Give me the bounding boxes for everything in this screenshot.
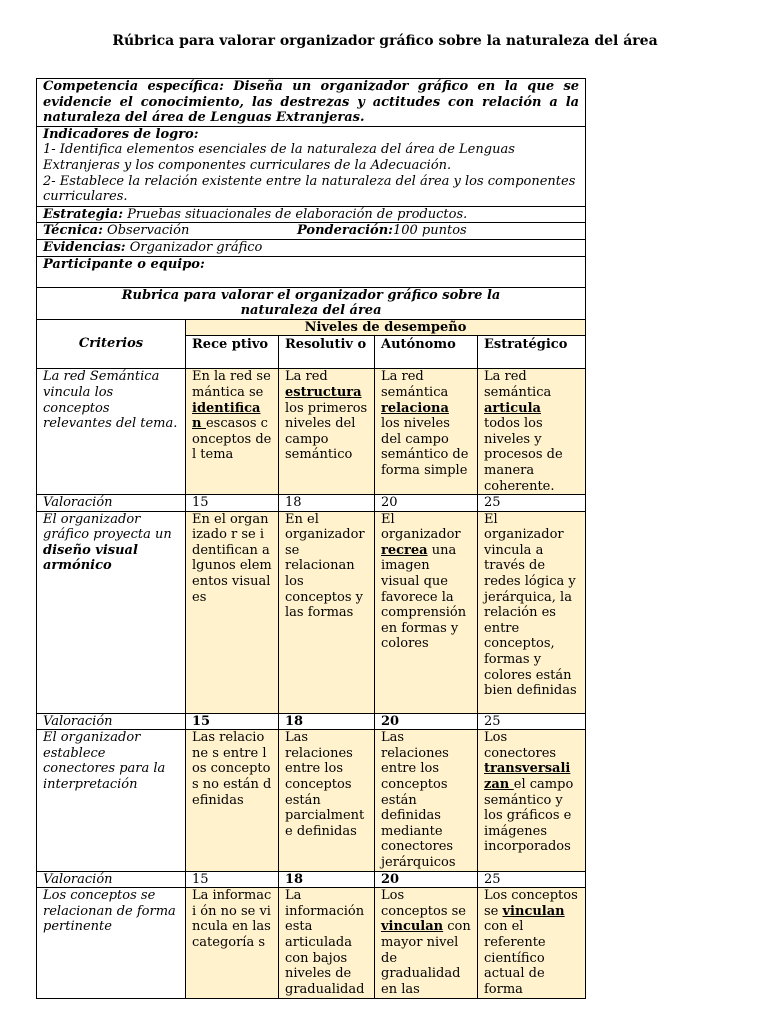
descriptor-cell: La red semántica relaciona los niveles del campo semántico de forma simple: [375, 369, 478, 495]
participante-label: Participante o equipo:: [43, 256, 205, 272]
valoracion-row: [37, 871, 586, 888]
tecnica-cell: [37, 223, 586, 240]
criterion-row: [37, 511, 586, 713]
descriptor-cell: En el organizado r se identifican algunos elementos visuales: [186, 511, 279, 713]
descriptor-cell: El organizador recrea una imagen visual que favorece la comprensión en formas y colores: [375, 511, 478, 713]
score-value: 18: [279, 495, 375, 512]
descriptor-cell: La información esta articulada con bajos niveles de gradualidad: [279, 888, 375, 999]
descriptor-cell: En el organizador se relacionan los conceptos y las formas: [279, 511, 375, 713]
level-estrategico: Estratégico: [478, 336, 586, 369]
descriptor-cell: Los conceptos se vinculan con el referente científico actual de forma: [478, 888, 586, 999]
score-value: 25: [478, 713, 586, 730]
valoracion-label: Valoración: [37, 871, 186, 888]
indicador-1: 1- Identifica elementos esenciales de la naturaleza del área de Lenguas Extranjeras y los componentes curriculares de la Adecuación.: [43, 142, 515, 173]
descriptor-cell: Las relaciones entre los conceptos están parcialment e definidas: [279, 730, 375, 871]
criterios-header: Criterios: [37, 319, 186, 369]
niveles-header: Niveles de desempeño: [186, 319, 586, 336]
descriptor-cell: El organizador vincula a través de redes lógica y jerárquica, la relación es entre conceptos, formas y colores están bien definidas: [478, 511, 586, 713]
evidencias-row: [37, 239, 586, 256]
descriptor-cell: La red estructura los primeros niveles del campo semántico: [279, 369, 375, 495]
estrategia-row: [37, 206, 586, 223]
competencia-cell: [37, 79, 586, 127]
level-receptivo: Rece ptivo: [186, 336, 279, 369]
competencia-row: [37, 79, 586, 127]
score-value: 15: [186, 713, 279, 730]
descriptor-cell: Las relaciones entre los conceptos están definidas mediante conectores jerárquicos: [375, 730, 478, 871]
evidencias-label: Evidencias:: [43, 239, 126, 255]
score-value: 20: [375, 495, 478, 512]
competencia-label: Competencia específica:: [43, 79, 224, 94]
participante-cell: [37, 256, 586, 287]
criterion-row: [37, 730, 586, 871]
rubric-subtitle-row: [37, 287, 586, 319]
score-value: 15: [186, 871, 279, 888]
score-value: 25: [478, 495, 586, 512]
niveles-header-row: [37, 319, 586, 336]
tecnica-row: [37, 223, 586, 240]
tecnica-text: Observación: [102, 223, 190, 239]
criterion-row: [37, 888, 586, 999]
descriptor-cell: Las relacione s entre los conceptos no están definidas: [186, 730, 279, 871]
level-resolutivo: Resolutiv o: [279, 336, 375, 369]
level-autonomo: Autónomo: [375, 336, 478, 369]
estrategia-text: Pruebas situacionales de elaboración de productos.: [123, 206, 468, 222]
participante-row: [37, 256, 586, 287]
valoracion-label: Valoración: [37, 713, 186, 730]
rubric-table: [36, 78, 586, 999]
descriptor-cell: Los conceptos se vinculan con mayor nivel de gradualidad en las: [375, 888, 478, 999]
criterion-text: El organizador establece conectores para la interpretación: [37, 730, 186, 871]
document-title: Rúbrica para valorar organizador gráfico sobre la naturaleza del área: [112, 33, 658, 49]
estrategia-label: Estrategia:: [43, 206, 124, 222]
score-value: 20: [375, 713, 478, 730]
indicadores-label: Indicadores de logro:: [43, 126, 199, 142]
descriptor-cell: La red semántica articula todos los niveles y procesos de manera coherente.: [478, 369, 586, 495]
ponderacion-text: 100 puntos: [392, 223, 467, 239]
score-value: 20: [375, 871, 478, 888]
valoracion-row: [37, 713, 586, 730]
score-value: 15: [186, 495, 279, 512]
valoracion-label: Valoración: [37, 495, 186, 512]
competencia-text: Diseña un organizador gráfico en la que se evidencie el conocimiento, las destrezas y actitudes con relación a la naturaleza del área de Lenguas Extranjeras.: [43, 79, 580, 126]
descriptor-cell: Los conectores transversali zan el campo semántico y los gráficos e imágenes incorporados: [478, 730, 586, 871]
tecnica-label: Técnica:: [43, 223, 103, 239]
criterion-text: El organizador gráfico proyecta un diseño visual armónico: [37, 511, 186, 713]
indicadores-row: [37, 126, 586, 206]
score-value: 18: [279, 713, 375, 730]
estrategia-cell: [37, 206, 586, 223]
descriptor-cell: En la red semántica se identifica n escasos conceptos del tema: [186, 369, 279, 495]
indicadores-cell: [37, 126, 586, 206]
indicador-2: 2- Establece la relación existente entre la naturaleza del área y los componentes curriculares.: [43, 173, 576, 205]
criterion-text: Los conceptos se relacionan de forma pertinente: [37, 888, 186, 999]
valoracion-row: [37, 495, 586, 512]
score-value: 25: [478, 871, 586, 888]
evidencias-cell: [37, 239, 586, 256]
score-value: 18: [279, 871, 375, 888]
ponderacion-label: Ponderación:: [297, 223, 393, 239]
criterion-row: [37, 369, 586, 495]
evidencias-text: Organizador gráfico: [125, 239, 263, 255]
rubric-subtitle: Rubrica para valorar el organizador gráfico sobre la naturaleza del área: [37, 287, 586, 319]
criterion-text: La red Semántica vincula los conceptos relevantes del tema.: [37, 369, 186, 495]
descriptor-cell: La informaci ón no se vincula en las categoría s: [186, 888, 279, 999]
